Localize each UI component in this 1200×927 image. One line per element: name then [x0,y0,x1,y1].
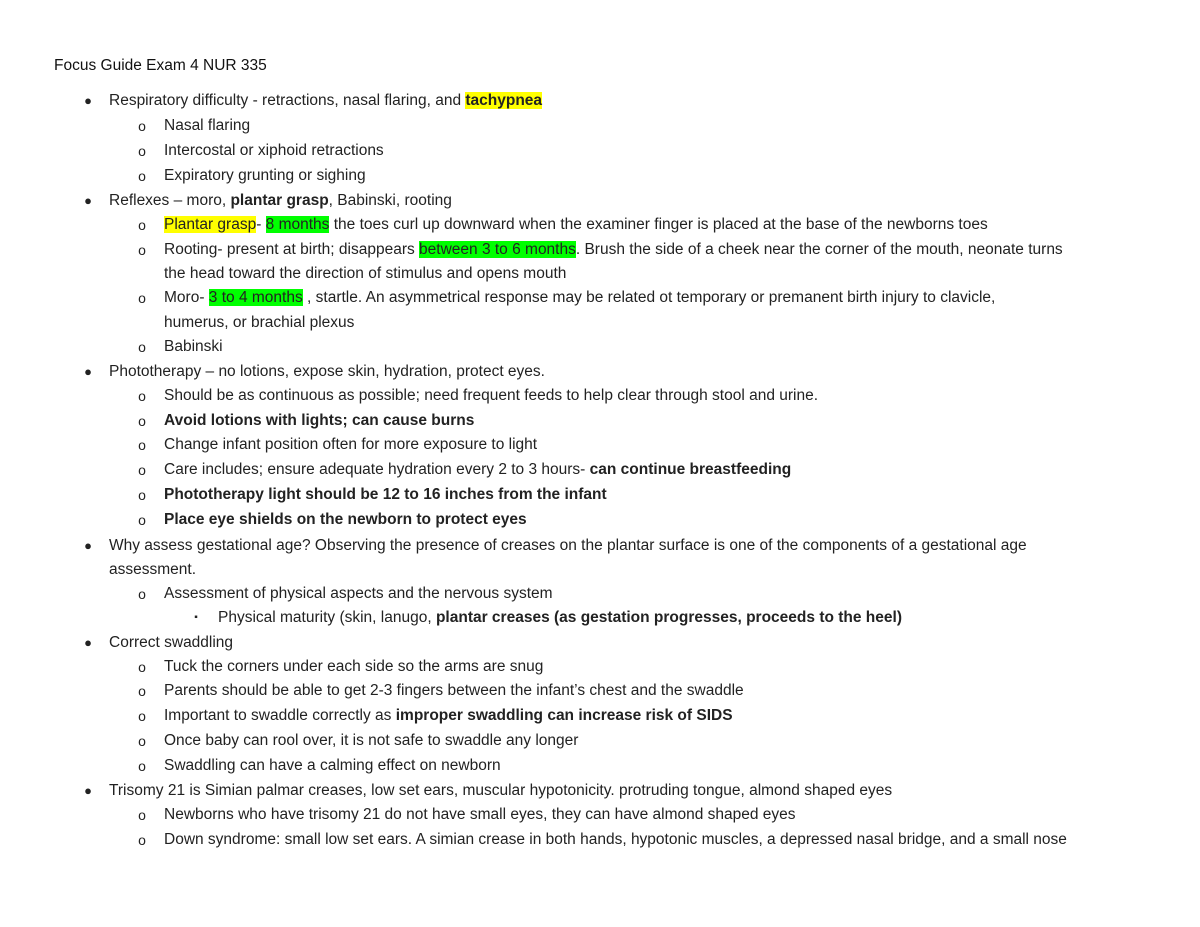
text-reflexes: Reflexes – moro, [109,192,231,209]
bullet-disc: ● [84,93,92,108]
bullet-circle: o [138,339,146,355]
bullet-disc: ● [84,193,92,208]
bullet-square: ▪ [194,612,198,623]
text-physical-maturity: Physical maturity (skin, lanugo, [218,609,436,626]
bold-sids: improper swaddling can increase risk of SIDS [395,707,733,724]
text-moro-rest: , startle. An asymmetrical response may be related ot temporary or premanent birth injury to clavicle, [302,289,996,306]
text-respiratory: Respiratory difficulty - retractions, nasal flaring, and [109,92,466,109]
bullet-circle: o [138,437,146,453]
list-item-trisomy: Trisomy 21 is Simian palmar creases, low set ears, muscular hypotonicity. protruding tongue, almond shaped eyes [109,782,893,799]
list-subitem: Phototherapy light should be 12 to 16 inches from the infant [164,486,607,503]
bullet-disc: ● [84,364,92,379]
highlight-tachypnea: tachypnea [465,92,543,109]
bullet-circle: o [138,168,146,184]
bullet-circle: o [138,807,146,823]
list-subitem: Place eye shields on the newborn to protect eyes [164,511,527,528]
bullet-circle: o [138,758,146,774]
list-subitem [164,706,733,726]
highlight-3-to-4-months: 3 to 4 months [208,289,303,306]
highlight-plantar-grasp: Plantar grasp [164,216,257,233]
list-subitem: Parents should be able to get 2-3 fingers between the infant’s chest and the swaddle [164,682,744,699]
highlight-8-months: 8 months [265,216,330,233]
list-subitem: Tuck the corners under each side so the arms are snug [164,658,544,675]
list-item-gestational-age-cont: assessment. [109,561,197,578]
bold-breastfeeding: can continue breastfeeding [589,461,792,478]
list-item-phototherapy: Phototherapy – no lotions, expose skin, hydration, protect eyes. [109,363,545,380]
bullet-circle: o [138,462,146,478]
text-care: Care includes; ensure adequate hydration every 2 to 3 hours- [164,461,590,478]
bullet-disc: ● [84,783,92,798]
list-subitem: Expiratory grunting or sighing [164,167,366,184]
list-subitem: Avoid lotions with lights; can cause burns [164,412,475,429]
list-subitem: Down syndrome: small low set ears. A simian crease in both hands, hypotonic muscles, a depressed nasal bridge, and a small nose [164,831,1067,848]
bullet-disc: ● [84,635,92,650]
list-subitem: Swaddling can have a calming effect on newborn [164,757,501,774]
list-subitem-rooting-cont: the head toward the direction of stimulus and opens mouth [164,265,567,282]
list-subitem: Once baby can rool over, it is not safe to swaddle any longer [164,732,579,749]
list-subitem-plantar [164,215,988,235]
list-subitem: Newborns who have trisomy 21 do not have small eyes, they can have almond shaped eyes [164,806,796,823]
text-moro: Moro- [164,289,209,306]
bullet-circle: o [138,586,146,602]
bullet-circle: o [138,217,146,233]
bullet-circle: o [138,683,146,699]
bullet-circle: o [138,708,146,724]
text-rooting-rest: . Brush the side of a cheek near the corner of the mouth, neonate turns [575,241,1063,258]
bold-plantar-creases: plantar creases (as gestation progresses, proceeds to the heel) [435,609,902,626]
list-subitem-moro-cont: humerus, or brachial plexus [164,314,355,331]
bullet-circle: o [138,832,146,848]
bullet-disc: ● [84,538,92,553]
bullet-circle: o [138,733,146,749]
document-title: Focus Guide Exam 4 NUR 335 [54,57,267,74]
list-item-swaddling: Correct swaddling [109,634,234,651]
text-reflexes-rest: , Babinski, rooting [328,192,452,209]
list-subitem: Babinski [164,338,223,355]
bullet-circle: o [138,487,146,503]
bullet-circle: o [138,659,146,675]
list-item-respiratory [109,91,542,111]
list-subitem: Should be as continuous as possible; need frequent feeds to help clear through stool and urine. [164,387,819,404]
text-plantar-rest: the toes curl up downward when the examiner finger is placed at the base of the newborns toes [329,216,988,233]
bullet-circle: o [138,143,146,159]
list-subitem: Intercostal or xiphoid retractions [164,142,384,159]
highlight-3-to-6-months: between 3 to 6 months [419,241,576,258]
list-subitem: Change infant position often for more exposure to light [164,436,538,453]
bullet-circle: o [138,118,146,134]
list-subitem-moro [164,288,995,308]
bullet-circle: o [138,388,146,404]
list-subitem-rooting [164,240,1063,260]
list-subitem: Nasal flaring [164,117,251,134]
bullet-circle: o [138,290,146,306]
text-rooting: Rooting- present at birth; disappears [164,241,420,258]
list-subitem [164,460,791,480]
list-subsubitem [218,608,902,628]
list-item-gestational-age: Why assess gestational age? Observing the presence of creases on the plantar surface is one of the components of a gestational age [109,537,1027,554]
text-important: Important to swaddle correctly as [164,707,396,724]
bold-plantar-grasp: plantar grasp [230,192,329,209]
bullet-circle: o [138,242,146,258]
text-dash: - [256,216,266,233]
bullet-circle: o [138,413,146,429]
list-subitem: Assessment of physical aspects and the nervous system [164,585,553,602]
list-item-reflexes [109,191,452,211]
bullet-circle: o [138,512,146,528]
